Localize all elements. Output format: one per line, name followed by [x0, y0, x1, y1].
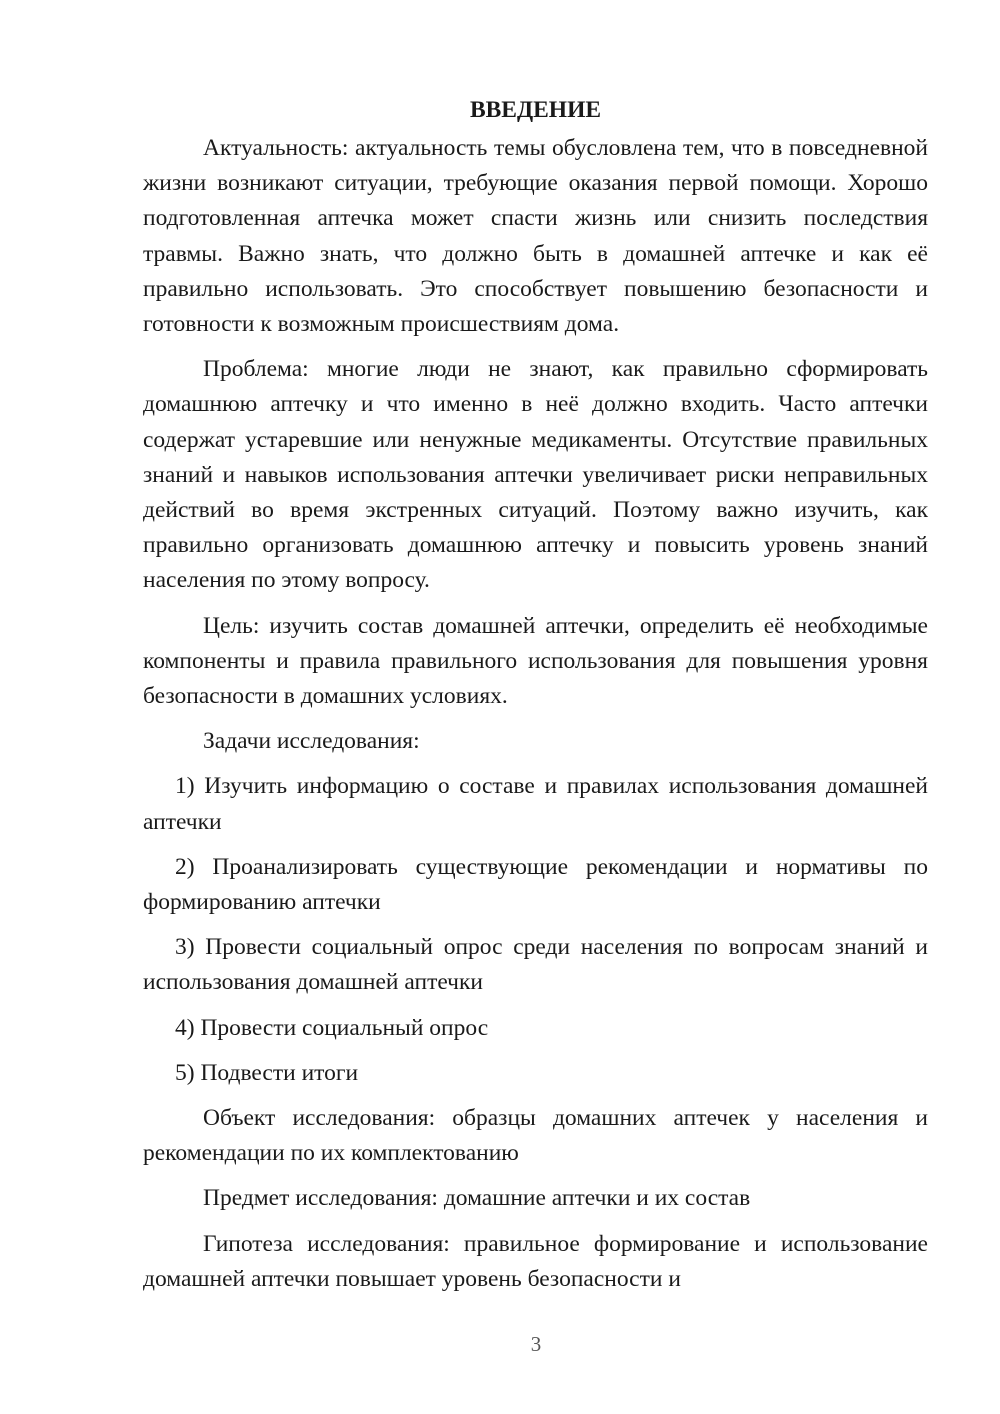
section-title: ВВЕДЕНИЕ [469, 97, 602, 123]
problem-paragraph: Проблема: многие люди не знают, как правильно сформировать домашнюю аптечку и что именно в неё должно входить. Часто аптечки содержат устаревшие или ненужные медикаменты. Отсутствие правильных знаний и навыков использования аптечки увеличивает риски неправильных действий во время экстренных ситуаций. Поэтому важно изучить, как правильно организовать домашнюю аптечку и повысить уровень знаний населения по этому вопросу. [143, 356, 928, 594]
tasks-heading: Задачи исследования: [203, 728, 420, 755]
goal-paragraph: Цель: изучить состав домашней аптечки, определить её необходимые компоненты и правила правильного использования для повышения уровня безопасности в домашних условиях. [143, 612, 928, 710]
hypothesis-paragraph: Гипотеза исследования: правильное формирование и использование домашней аптечки повышает уровень безопасности и [143, 1230, 928, 1292]
task-item-5: 5) Подвести итоги [175, 1059, 359, 1086]
page-content [143, 93, 928, 1297]
task-item-4: 4) Провести социальный опрос [175, 1014, 489, 1041]
task-item-2: 2) Проанализировать существующие рекомендации и нормативы по формированию аптечки [143, 853, 928, 916]
object-paragraph: Объект исследования: образцы домашних аптечек у населения и рекомендации по их комплектованию [143, 1105, 928, 1167]
task-item-3: 3) Провести социальный опрос среди населения по вопросам знаний и использования домашней аптечки [143, 934, 928, 996]
subject-paragraph: Предмет исследования: домашние аптечки и их состав [203, 1185, 751, 1212]
page-number: 3 [530, 1332, 542, 1356]
relevance-paragraph: Актуальность: актуальность темы обусловлена тем, что в повседневной жизни возникают ситуации, требующие оказания первой помощи. Хорошо подготовленная аптечка может спасти жизнь или снизить последствия травмы. Важно знать, что должно быть в домашней аптечке и как её правильно использовать. Это способствует повышению безопасности и готовности к возможным происшествиям дома. [143, 135, 928, 338]
task-item-1: 1) Изучить информацию о составе и правилах использования домашней аптечки [143, 773, 928, 835]
